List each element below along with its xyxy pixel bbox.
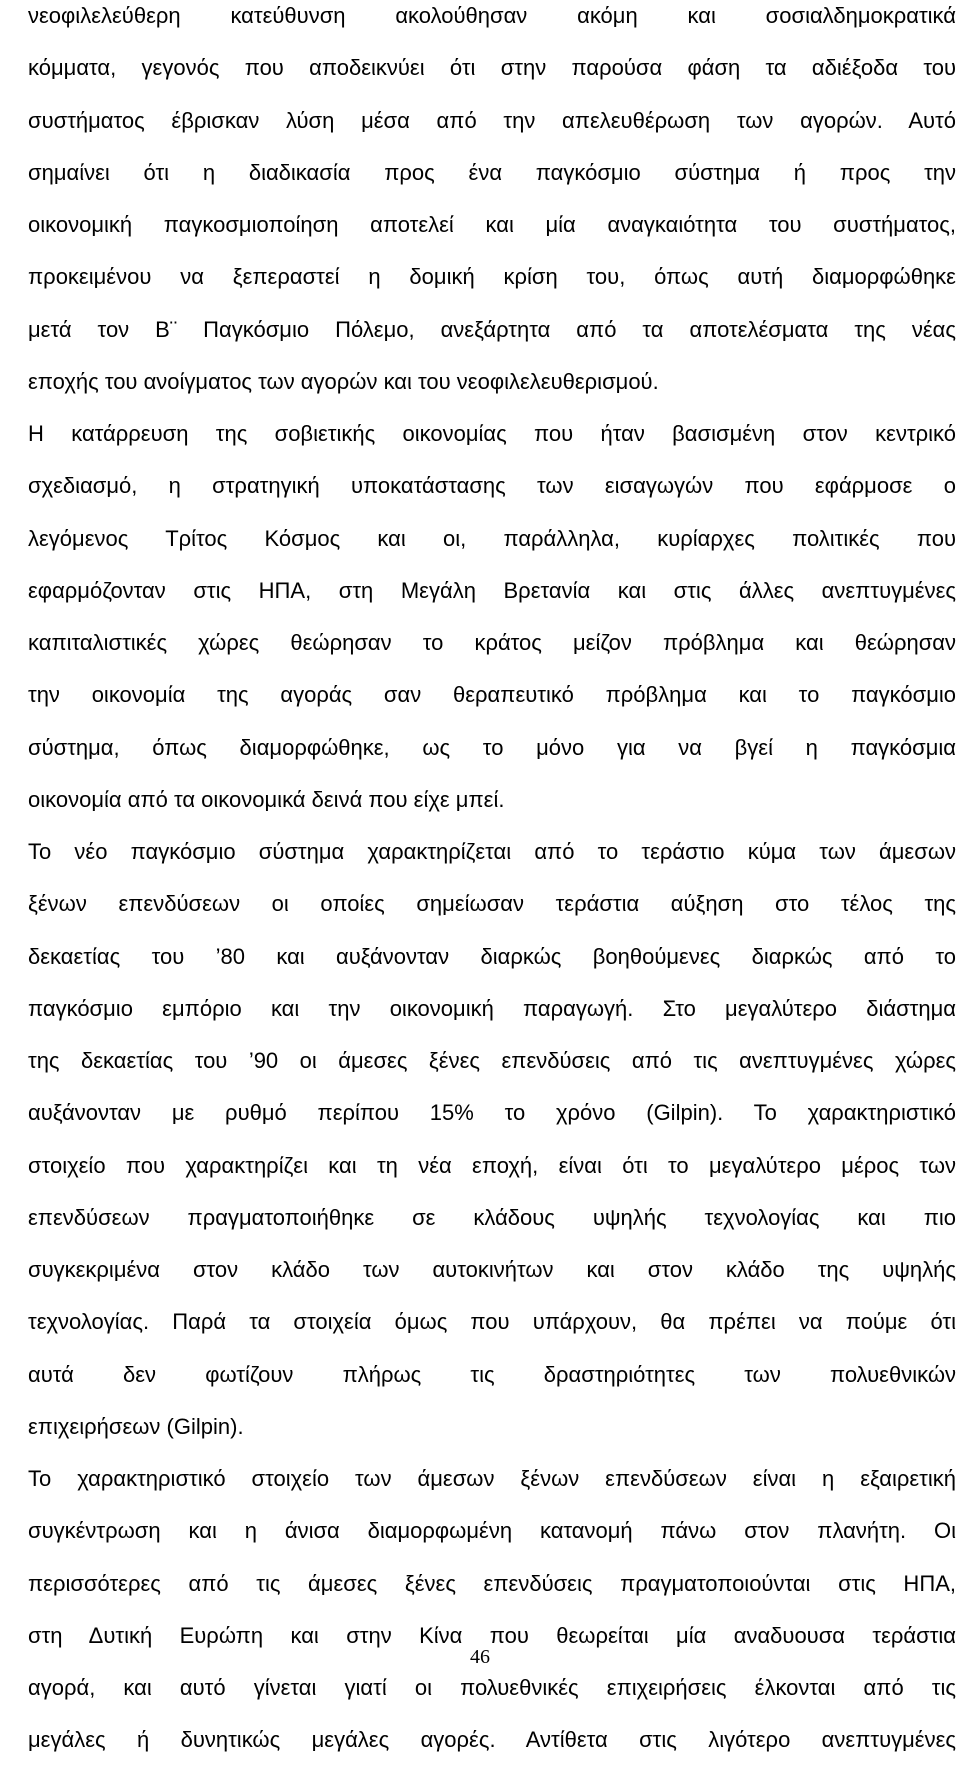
- text-line: συστήματος έβρισκαν λύση μέσα από την απελευθέρωση των αγορών. Αυτό: [28, 107, 956, 133]
- text-line: καπιταλιστικές χώρες θεώρησαν το κράτος μείζον πρόβλημα και θεώρησαν: [28, 630, 956, 655]
- text-line: σχεδιασμό, η στρατηγική υποκατάστασης των εισαγωγών που εφάρμοσε ο: [28, 473, 956, 499]
- text-line: στη Δυτική Ευρώπη και στην Κίνα που θεωρείται μία αναδυουσα τεράστια: [28, 1622, 956, 1648]
- text-line: περισσότερες από τις άμεσες ξένες επενδύσεις πραγματοποιούνται στις ΗΠΑ,: [28, 1570, 956, 1596]
- text-line: μετά τον Β¨ Παγκόσμιο Πόλεμο, ανεξάρτητα από τα αποτελέσματα της νέας: [28, 316, 956, 342]
- text-line: εφαρμόζονταν στις ΗΠΑ, στη Μεγάλη Βρετανία και στις άλλες ανεπτυγμένες: [28, 577, 956, 603]
- text-line: Το χαρακτηριστικό στοιχείο των άμεσων ξένων επενδύσεων είναι η εξαιρετική: [28, 1466, 956, 1491]
- text-line: κόμματα, γεγονός που αποδεικνύει ότι στην παρούσα φάση τα αδιέξοδα του: [28, 55, 956, 81]
- text-line: προκειμένου να ξεπεραστεί η δομική κρίση του, όπως αυτή διαμορφώθηκε: [28, 264, 956, 290]
- page-number: 46: [470, 1646, 490, 1668]
- text-line: Το νέο παγκόσμιο σύστημα χαρακτηρίζεται από το τεράστιο κύμα των άμεσων: [28, 839, 956, 864]
- text-line: εποχής του ανοίγματος των αγορών και του νεοφιλελευθερισμού.: [28, 368, 659, 394]
- text-line: επιχειρήσεων (Gilpin).: [28, 1413, 244, 1439]
- text-line: οικονομική παγκοσμιοποίηση αποτελεί και μία αναγκαιότητα του συστήματος,: [28, 212, 956, 237]
- text-line: Η κατάρρευση της σοβιετικής οικονομίας που ήταν βασισμένη στον κεντρικό: [28, 421, 956, 446]
- text-line: σύστημα, όπως διαμορφώθηκε, ως το μόνο για να βγεί η παγκόσμια: [28, 734, 956, 760]
- text-line: αυξάνονταν με ρυθμό περίπου 15% το χρόνο (Gilpin). Το χαρακτηριστικό: [28, 1100, 956, 1126]
- text-line: μεγάλες ή δυνητικώς μεγάλες αγορές. Αντίθετα στις λιγότερο ανεπτυγμένες: [28, 1727, 956, 1753]
- text-line: δεκαετίας του ’80 και αυξάνονταν διαρκώς βοηθούμενες διαρκώς από το: [28, 943, 956, 969]
- text-line: νεοφιλελεύθερη κατεύθυνση ακολούθησαν ακόμη και σοσιαλδημοκρατικά: [28, 3, 956, 28]
- text-line: τεχνολογίας. Παρά τα στοιχεία όμως που υπάρχουν, θα πρέπει να πούμε ότι: [28, 1309, 956, 1335]
- text-line: της δεκαετίας του ’90 οι άμεσες ξένες επενδύσεις από τις ανεπτυγμένες χώρες: [28, 1048, 956, 1073]
- text-line: επενδύσεων πραγματοποιήθηκε σε κλάδους υψηλής τεχνολογίας και πιο: [28, 1204, 956, 1230]
- text-line: λεγόμενος Τρίτος Κόσμος και οι, παράλληλα, κυρίαρχες πολιτικές που: [28, 525, 956, 551]
- text-line: στοιχείο που χαρακτηρίζει και τη νέα εποχή, είναι ότι το μεγαλύτερο μέρος των: [28, 1152, 956, 1178]
- text-line: παγκόσμιο εμπόριο και την οικονομική παραγωγή. Στο μεγαλύτερο διάστημα: [28, 995, 956, 1021]
- text-line: συγκέντρωση και η άνισα διαμορφωμένη κατανομή πάνω στον πλανήτη. Οι: [28, 1518, 956, 1544]
- text-line: οικονομία από τα οικονομικά δεινά που είχε μπεί.: [28, 786, 505, 812]
- text-line: συγκεκριμένα στον κλάδο των αυτοκινήτων και στον κλάδο της υψηλής: [28, 1257, 956, 1282]
- text-line: αυτά δεν φωτίζουν πλήρως τις δραστηριότητες των πολυεθνικών: [28, 1361, 956, 1387]
- text-line: ξένων επενδύσεων οι οποίες σημείωσαν τεράστια αύξηση στο τέλος της: [28, 891, 956, 917]
- body-text: [28, 1, 956, 1778]
- text-line: αγορά, και αυτό γίνεται γιατί οι πολυεθνικές επιχειρήσεις έλκονται από τις: [28, 1675, 956, 1700]
- text-line: σημαίνει ότι η διαδικασία προς ένα παγκόσμιο σύστημα ή προς την: [28, 159, 956, 185]
- text-line: την οικονομία της αγοράς σαν θεραπευτικό πρόβλημα και το παγκόσμιο: [28, 682, 956, 708]
